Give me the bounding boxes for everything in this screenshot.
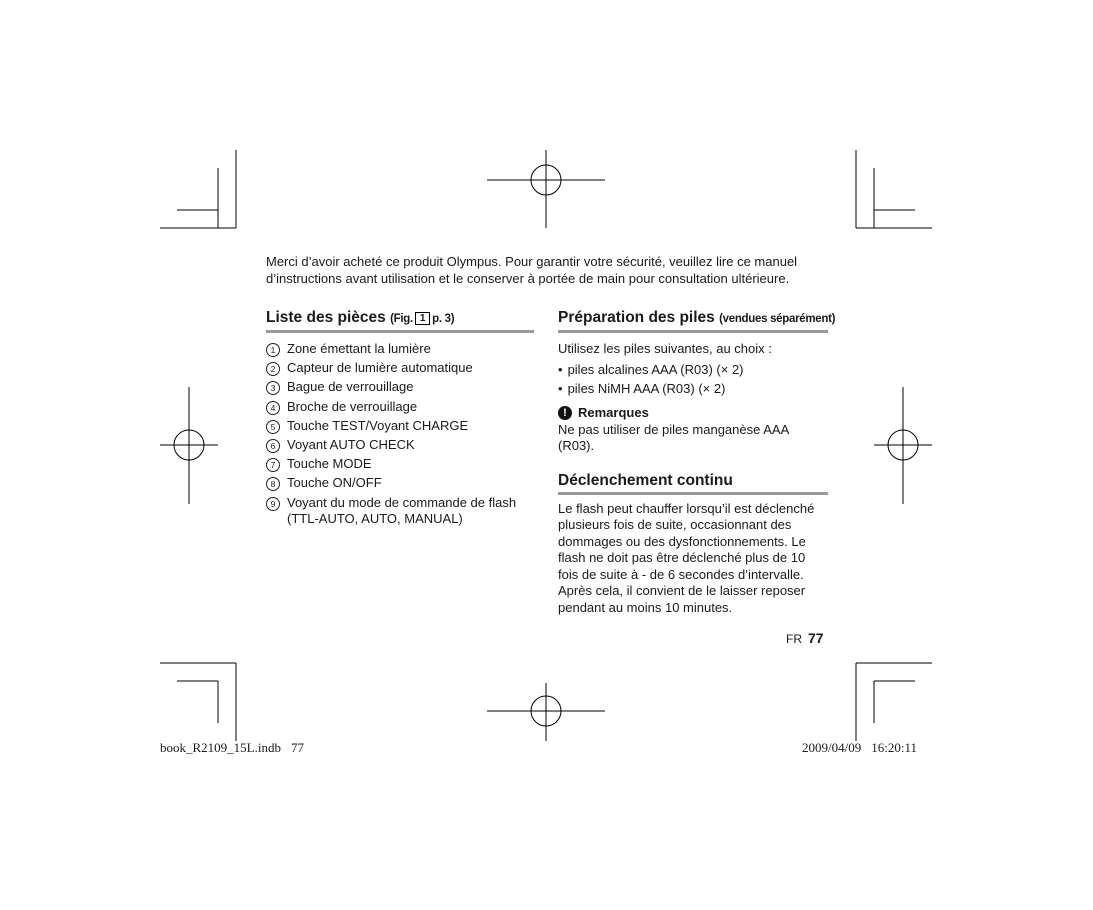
item-number-circle: 9 xyxy=(266,497,280,511)
item-number-circle: 3 xyxy=(266,381,280,395)
batteries-subtitle: (vendues séparément) xyxy=(719,313,836,325)
item-label: Voyant du mode de commande de flash (TTL-AUTO, AUTO, MANUAL) xyxy=(287,494,517,526)
bullet-icon: • xyxy=(558,380,563,396)
parts-section xyxy=(266,308,534,530)
item-label: Zone émettant la lumière xyxy=(287,341,431,356)
batteries-list xyxy=(558,360,828,398)
list-item xyxy=(266,456,534,472)
continuous-title: Déclenchement continu xyxy=(558,471,733,489)
item-label: Touche TEST/Voyant CHARGE xyxy=(287,417,469,433)
item-number-circle: 1 xyxy=(266,343,280,357)
list-item xyxy=(266,475,534,491)
item-label: Bague de verrouillage xyxy=(287,379,414,395)
item-label: Voyant AUTO CHECK xyxy=(287,436,415,452)
figure-number-box: 1 xyxy=(415,312,430,325)
note-title: Remarques xyxy=(578,404,649,420)
batteries-section xyxy=(558,308,836,629)
page-number-value: 77 xyxy=(808,630,824,646)
batteries-intro: Utilisez les piles suivantes, au choix : xyxy=(558,341,772,356)
list-item xyxy=(266,437,534,453)
item-label: Touche MODE xyxy=(287,456,372,472)
item-label: Broche de verrouillage xyxy=(287,398,418,414)
figure-reference: (Fig. 1 p. 3) xyxy=(390,313,455,325)
intro-paragraph: Merci d’avoir acheté ce produit Olympus. Pour garantir votre sécurité, veuillez lire ce manuel d’instructions avant utilisation et le conserver à portée de main pour consultation ultérieure. xyxy=(266,254,798,286)
item-number-circle: 7 xyxy=(266,458,280,472)
list-item xyxy=(266,360,534,376)
note-text: Ne pas utiliser de piles manganèse AAA (R03). xyxy=(558,421,789,453)
note-heading xyxy=(558,404,828,422)
list-item xyxy=(266,341,534,357)
exclamation-icon: ! xyxy=(558,406,572,420)
batteries-heading xyxy=(558,308,836,333)
list-item: • piles NiMH AAA (R03) (× 2) xyxy=(558,380,726,396)
item-number-circle: 8 xyxy=(266,477,280,491)
item-label: Touche ON/OFF xyxy=(287,475,382,491)
list-item xyxy=(266,418,534,434)
item-number-circle: 6 xyxy=(266,439,280,453)
list-item xyxy=(266,379,534,395)
language-code: FR xyxy=(786,632,802,646)
continuous-heading xyxy=(558,471,828,495)
item-number-circle: 4 xyxy=(266,401,280,415)
parts-title: Liste des pièces xyxy=(266,309,386,326)
print-slug-date: 2009/04/09 16:20:11 xyxy=(802,740,917,755)
parts-list xyxy=(266,341,534,527)
list-item xyxy=(266,495,534,528)
list-item xyxy=(266,399,534,415)
item-number-circle: 2 xyxy=(266,362,280,376)
continuous-body: Le flash peut chauffer lorsqu’il est déclenché plusieurs fois de suite, occasionnant des dommages ou des dysfonctionnements. Le flash ne doit pas être déclenché plus de 10 fois de suite à - de 6 secondes d’intervalle. Après cela, il convient de le laisser reposer pendant au moins 10 minutes. xyxy=(558,500,815,615)
page-number xyxy=(786,630,824,648)
list-item: • piles alcalines AAA (R03) (× 2) xyxy=(558,361,744,377)
parts-heading xyxy=(266,308,534,333)
item-number-circle: 5 xyxy=(266,420,280,434)
print-slug-file: book_R2109_15L.indb 77 xyxy=(160,740,304,755)
batteries-title: Préparation des piles xyxy=(558,309,715,326)
item-label: Capteur de lumière automatique xyxy=(287,360,473,376)
bullet-icon: • xyxy=(558,361,563,377)
